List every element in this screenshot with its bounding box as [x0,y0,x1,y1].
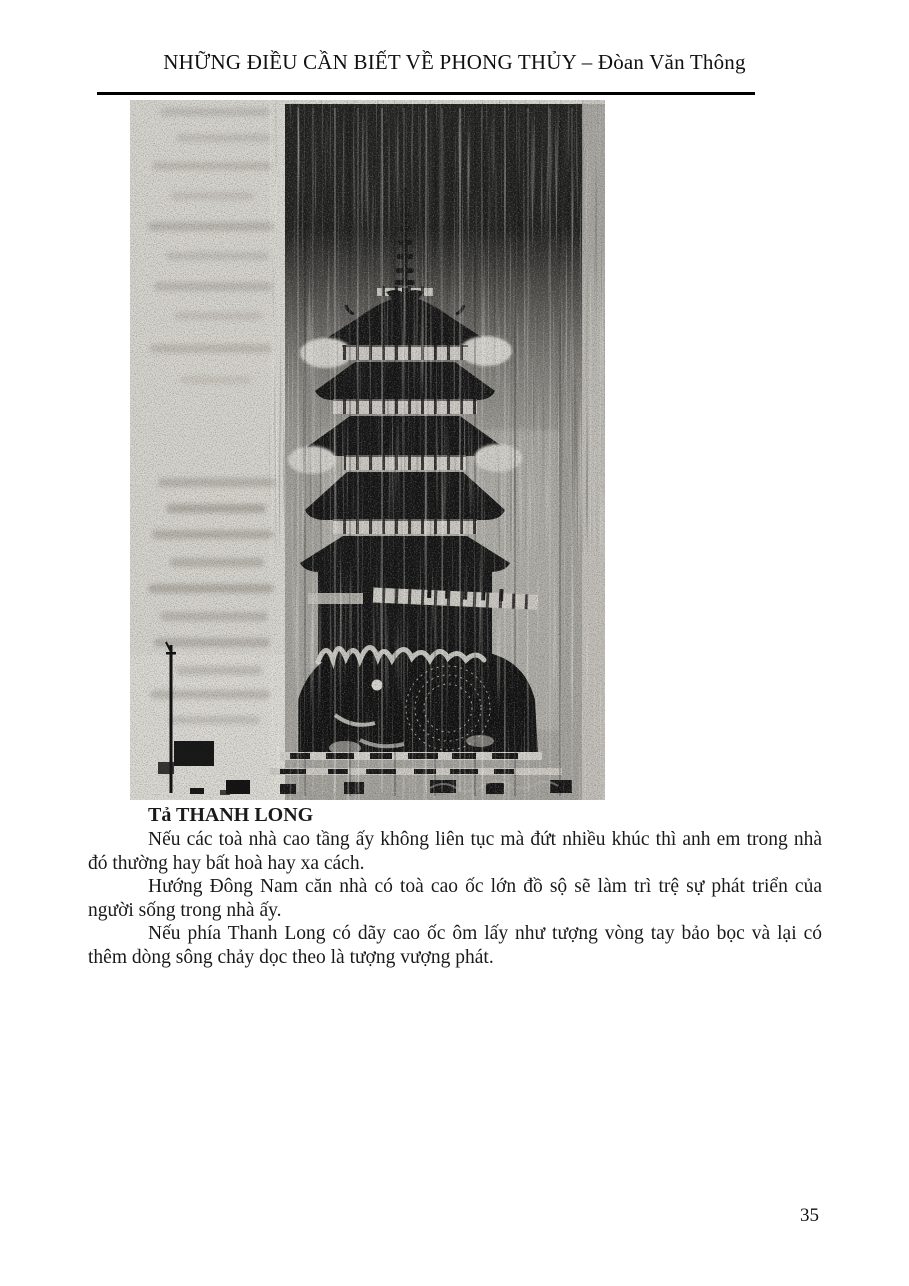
pagoda-photo [130,100,605,800]
pagoda-scan-illustration [130,100,605,800]
body-text [88,803,822,970]
header-rule [97,92,755,95]
paragraph-2: Hướng Đông Nam căn nhà có toà cao ốc lớn đồ sộ sẽ làm trì trệ sự phát triển của người sống trong nhà ấy. [88,876,822,921]
page-number: 35 [800,1205,819,1226]
running-header-title: NHỮNG ĐIỀU CẦN BIẾT VỀ PHONG THỦY – Đòan Văn Thông [163,50,746,74]
paragraph-3: Nếu phía Thanh Long có dãy cao ốc ôm lấy như tượng vòng tay bảo bọc và lại có thêm dòng sông chảy dọc theo là tượng vượng phát. [88,923,822,968]
section-heading: Tả THANH LONG [148,804,314,826]
paragraph-1: Nếu các toà nhà cao tầng ấy không liên tục mà đứt nhiều khúc thì anh em trong nhà đó thường hay bất hoà hay xa cách. [88,829,822,874]
